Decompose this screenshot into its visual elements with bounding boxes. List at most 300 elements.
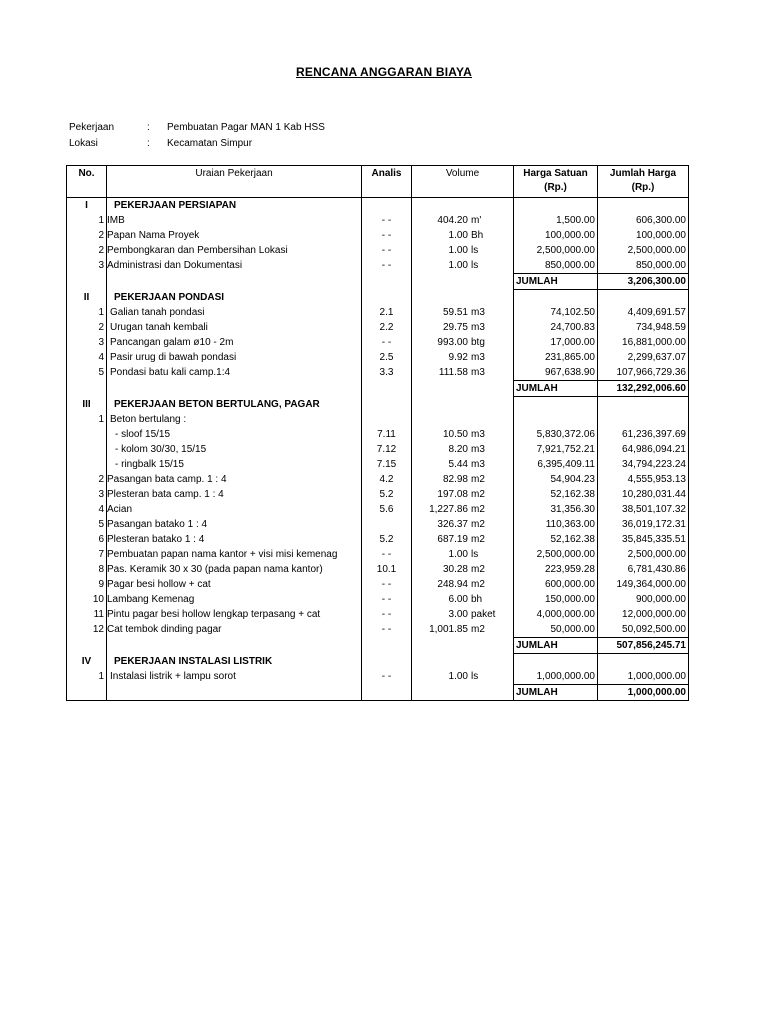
item-volume-cell	[412, 243, 514, 258]
table-row	[67, 213, 689, 228]
item-jumlah-harga: 35,845,335.51	[598, 532, 689, 547]
item-jumlah-harga: 2,299,637.07	[598, 350, 689, 365]
item-description: - sloof 15/15	[107, 427, 362, 442]
item-analis: - -	[362, 622, 412, 638]
empty-cell	[362, 290, 412, 306]
item-volume-unit: btg	[471, 337, 485, 348]
item-volume-value: 59.51	[442, 307, 468, 318]
item-volume-value: 1.00	[448, 230, 468, 241]
item-jumlah-harga: 107,966,729.36	[598, 365, 689, 381]
section-number: I	[67, 198, 107, 214]
table-row	[67, 622, 689, 638]
empty-cell	[412, 685, 514, 701]
item-volume	[412, 487, 513, 502]
item-analis: - -	[362, 607, 412, 622]
item-volume-value: 10.50	[442, 429, 468, 440]
item-number: 1	[67, 305, 107, 320]
item-volume-value: 404.20	[437, 215, 468, 226]
item-jumlah-harga: 10,280,031.44	[598, 487, 689, 502]
item-harga-satuan: 54,904.23	[514, 472, 598, 487]
item-jumlah-harga: 61,236,397.69	[598, 427, 689, 442]
item-harga-satuan: 24,700.83	[514, 320, 598, 335]
empty-cell	[67, 274, 107, 290]
total-row	[67, 274, 689, 290]
lokasi-label: Lokasi	[69, 138, 98, 149]
item-jumlah-harga: 850,000.00	[598, 258, 689, 274]
item-harga-satuan: 967,638.90	[514, 365, 598, 381]
table-row	[67, 562, 689, 577]
item-volume-unit: m2	[471, 519, 485, 530]
item-volume-cell	[412, 258, 514, 274]
item-analis: 2.2	[362, 320, 412, 335]
item-volume	[412, 258, 513, 273]
item-volume-unit: m3	[471, 459, 485, 470]
item-volume	[412, 547, 513, 562]
empty-cell	[412, 274, 514, 290]
item-harga-satuan	[514, 412, 598, 427]
item-volume-unit: m'	[471, 215, 482, 226]
item-jumlah-harga: 64,986,094.21	[598, 442, 689, 457]
total-value: 132,292,006.60	[598, 381, 689, 397]
item-jumlah-harga: 4,555,953.13	[598, 472, 689, 487]
item-volume	[412, 577, 513, 592]
total-label: JUMLAH	[514, 638, 598, 654]
item-description: Acian	[107, 502, 362, 517]
item-analis: 5.2	[362, 487, 412, 502]
item-analis: - -	[362, 228, 412, 243]
header-harga-satuan-unit: (Rp.)	[544, 182, 567, 193]
table-row	[67, 258, 689, 274]
empty-cell	[514, 397, 598, 413]
empty-cell	[362, 654, 412, 670]
item-volume-value: 111.58	[438, 367, 468, 379]
item-description: Instalasi listrik + lampu sorot	[107, 669, 362, 685]
item-volume-unit: bh	[471, 594, 483, 605]
empty-cell	[598, 290, 689, 306]
empty-cell	[514, 290, 598, 306]
item-volume-cell	[412, 228, 514, 243]
empty-cell	[598, 654, 689, 670]
item-number: 4	[67, 502, 107, 517]
table-row	[67, 592, 689, 607]
header-harga-satuan	[514, 166, 598, 198]
item-volume	[412, 228, 513, 243]
empty-cell	[67, 685, 107, 701]
item-volume-cell	[412, 669, 514, 685]
total-row	[67, 381, 689, 397]
item-jumlah-harga: 38,501,107.32	[598, 502, 689, 517]
item-harga-satuan: 52,162.38	[514, 487, 598, 502]
item-harga-satuan: 850,000.00	[514, 258, 598, 274]
lokasi-colon: :	[147, 138, 150, 149]
empty-cell	[598, 397, 689, 413]
item-description: Urugan tanah kembali	[107, 320, 362, 335]
item-volume-unit: Bh	[471, 230, 484, 241]
item-volume	[412, 517, 513, 532]
item-volume-unit: m2	[471, 624, 485, 636]
item-volume-unit: m2	[471, 534, 485, 545]
item-description: - kolom 30/30, 15/15	[107, 442, 362, 457]
item-volume-unit: m3	[471, 307, 485, 318]
item-harga-satuan: 150,000.00	[514, 592, 598, 607]
item-volume-cell	[412, 457, 514, 472]
table-row	[67, 547, 689, 562]
item-volume-unit: m3	[471, 322, 485, 333]
item-description: Pembuatan papan nama kantor + visi misi kemenag	[107, 547, 362, 562]
item-volume-cell	[412, 517, 514, 532]
item-description: Plesteran bata camp. 1 : 4	[107, 487, 362, 502]
item-description: Pasir urug di bawah pondasi	[107, 350, 362, 365]
item-number: 1	[67, 213, 107, 228]
item-volume	[412, 320, 513, 335]
table-row	[67, 502, 689, 517]
empty-cell	[412, 290, 514, 306]
item-number	[67, 442, 107, 457]
section-row	[67, 198, 689, 214]
item-volume-cell	[412, 365, 514, 381]
item-volume	[412, 305, 513, 320]
table-row	[67, 487, 689, 502]
item-harga-satuan: 110,363.00	[514, 517, 598, 532]
item-jumlah-harga: 606,300.00	[598, 213, 689, 228]
item-volume-value: 8.20	[448, 444, 468, 455]
item-jumlah-harga: 6,781,430.86	[598, 562, 689, 577]
total-value: 507,856,245.71	[598, 638, 689, 654]
item-number	[67, 457, 107, 472]
table-row	[67, 669, 689, 685]
item-volume-unit: m3	[471, 352, 485, 363]
item-volume-value: 1.00	[448, 245, 468, 256]
item-harga-satuan: 4,000,000.00	[514, 607, 598, 622]
item-harga-satuan: 1,000,000.00	[514, 669, 598, 685]
table-row	[67, 365, 689, 381]
item-number: 2	[67, 243, 107, 258]
item-description: Pas. Keramik 30 x 30 (pada papan nama kantor)	[107, 562, 362, 577]
item-volume-value: 1,001.85	[429, 624, 468, 636]
table-row	[67, 577, 689, 592]
item-harga-satuan: 223,959.28	[514, 562, 598, 577]
item-volume	[412, 532, 513, 547]
item-jumlah-harga: 2,500,000.00	[598, 547, 689, 562]
item-number: 5	[67, 517, 107, 532]
lokasi-value: Kecamatan Simpur	[167, 138, 253, 149]
item-description: Pancangan galam ø10 - 2m	[107, 335, 362, 350]
item-volume-value: 1.00	[448, 671, 468, 683]
item-volume-value: 197.08	[437, 489, 468, 500]
item-volume-value: 5.44	[448, 459, 468, 470]
item-description: - ringbalk 15/15	[107, 457, 362, 472]
item-volume-cell	[412, 592, 514, 607]
empty-cell	[362, 638, 412, 654]
item-harga-satuan: 231,865.00	[514, 350, 598, 365]
section-number: IV	[67, 654, 107, 670]
budget-table	[66, 165, 689, 701]
empty-cell	[107, 685, 362, 701]
item-number: 3	[67, 487, 107, 502]
item-analis: 7.11	[362, 427, 412, 442]
empty-cell	[67, 638, 107, 654]
item-analis: 7.12	[362, 442, 412, 457]
empty-cell	[362, 198, 412, 214]
item-analis: - -	[362, 258, 412, 274]
item-description: Pondasi batu kali camp.1:4	[107, 365, 362, 381]
item-volume-value: 1,227.86	[429, 504, 468, 515]
item-volume-cell	[412, 562, 514, 577]
item-volume-value: 9.92	[448, 352, 468, 363]
section-row	[67, 654, 689, 670]
item-volume-unit: m2	[471, 474, 485, 485]
total-label: JUMLAH	[514, 685, 598, 701]
item-description: Pembongkaran dan Pembersihan Lokasi	[107, 243, 362, 258]
empty-cell	[362, 381, 412, 397]
item-volume-cell	[412, 577, 514, 592]
empty-cell	[514, 198, 598, 214]
item-analis: - -	[362, 335, 412, 350]
item-volume-cell	[412, 532, 514, 547]
section-number: III	[67, 397, 107, 413]
item-volume-unit: ls	[471, 549, 479, 560]
item-harga-satuan: 1,500.00	[514, 213, 598, 228]
item-volume-value: 1.00	[448, 260, 468, 272]
item-volume-value: 1.00	[448, 549, 468, 560]
table-row	[67, 320, 689, 335]
empty-cell	[362, 274, 412, 290]
item-number: 9	[67, 577, 107, 592]
empty-cell	[67, 381, 107, 397]
item-number: 8	[67, 562, 107, 577]
item-harga-satuan: 52,162.38	[514, 532, 598, 547]
item-jumlah-harga: 50,092,500.00	[598, 622, 689, 638]
item-description: Pasangan bata camp. 1 : 4	[107, 472, 362, 487]
item-harga-satuan: 17,000.00	[514, 335, 598, 350]
item-volume	[412, 502, 513, 517]
item-volume-value: 248.94	[437, 579, 468, 590]
item-analis: - -	[362, 213, 412, 228]
empty-cell	[598, 198, 689, 214]
item-volume	[412, 427, 513, 442]
item-volume	[412, 365, 513, 380]
item-volume-cell	[412, 472, 514, 487]
item-volume-unit: m2	[471, 489, 485, 500]
item-number: 6	[67, 532, 107, 547]
item-volume-unit: paket	[471, 609, 496, 620]
item-volume-value: 687.19	[437, 534, 468, 545]
item-volume	[412, 472, 513, 487]
section-title: PEKERJAAN BETON BERTULANG, PAGAR	[107, 397, 362, 413]
item-analis: - -	[362, 243, 412, 258]
section-title: PEKERJAAN PERSIAPAN	[107, 198, 362, 214]
item-number: 2	[67, 472, 107, 487]
total-label: JUMLAH	[514, 274, 598, 290]
table-row	[67, 412, 689, 427]
item-jumlah-harga: 12,000,000.00	[598, 607, 689, 622]
item-harga-satuan: 600,000.00	[514, 577, 598, 592]
table-row	[67, 335, 689, 350]
table-row	[67, 517, 689, 532]
item-analis: - -	[362, 592, 412, 607]
item-harga-satuan: 7,921,752.21	[514, 442, 598, 457]
item-harga-satuan: 100,000.00	[514, 228, 598, 243]
item-jumlah-harga: 900,000.00	[598, 592, 689, 607]
item-description: Beton bertulang :	[107, 412, 362, 427]
item-analis: 3.3	[362, 365, 412, 381]
item-volume-unit: m2	[471, 504, 485, 515]
section-row	[67, 290, 689, 306]
item-description: IMB	[107, 213, 362, 228]
item-description: Plesteran batako 1 : 4	[107, 532, 362, 547]
item-jumlah-harga: 4,409,691.57	[598, 305, 689, 320]
item-volume-value: 6.00	[448, 594, 468, 605]
item-volume	[412, 607, 513, 622]
item-volume	[412, 562, 513, 577]
item-volume-cell	[412, 320, 514, 335]
item-harga-satuan: 31,356.30	[514, 502, 598, 517]
item-volume	[412, 243, 513, 258]
item-analis	[362, 412, 412, 427]
table-row	[67, 457, 689, 472]
item-volume-value: 30.28	[442, 564, 468, 575]
table-row	[67, 350, 689, 365]
item-jumlah-harga: 734,948.59	[598, 320, 689, 335]
item-volume	[412, 457, 513, 472]
section-number: II	[67, 290, 107, 306]
pekerjaan-colon: :	[147, 122, 150, 133]
item-number: 10	[67, 592, 107, 607]
item-description: Pintu pagar besi hollow lengkap terpasang + cat	[107, 607, 362, 622]
item-harga-satuan: 74,102.50	[514, 305, 598, 320]
empty-cell	[362, 685, 412, 701]
item-volume	[412, 592, 513, 607]
total-row	[67, 638, 689, 654]
item-number: 5	[67, 365, 107, 381]
empty-cell	[412, 397, 514, 413]
item-analis: - -	[362, 669, 412, 685]
empty-cell	[107, 638, 362, 654]
item-description: Galian tanah pondasi	[107, 305, 362, 320]
item-analis: 2.5	[362, 350, 412, 365]
item-volume-cell	[412, 335, 514, 350]
item-analis: 7.15	[362, 457, 412, 472]
item-jumlah-harga: 100,000.00	[598, 228, 689, 243]
empty-cell	[412, 654, 514, 670]
item-number: 1	[67, 412, 107, 427]
item-analis: 5.2	[362, 532, 412, 547]
item-harga-satuan: 50,000.00	[514, 622, 598, 638]
header-volume: Volume	[412, 166, 514, 198]
item-jumlah-harga	[598, 412, 689, 427]
item-volume-cell	[412, 442, 514, 457]
total-value: 3,206,300.00	[598, 274, 689, 290]
item-volume	[412, 669, 513, 684]
item-volume	[412, 350, 513, 365]
item-jumlah-harga: 36,019,172.31	[598, 517, 689, 532]
item-number: 7	[67, 547, 107, 562]
item-volume-value: 82.98	[442, 474, 468, 485]
empty-cell	[412, 638, 514, 654]
header-jumlah-harga-label: Jumlah Harga	[609, 168, 677, 179]
empty-cell	[107, 381, 362, 397]
item-volume-value: 3.00	[448, 609, 468, 620]
item-volume-unit: m3	[471, 429, 485, 440]
item-harga-satuan: 6,395,409.11	[514, 457, 598, 472]
item-analis: 2.1	[362, 305, 412, 320]
table-row	[67, 427, 689, 442]
section-title: PEKERJAAN INSTALASI LISTRIK	[107, 654, 362, 670]
item-jumlah-harga: 2,500,000.00	[598, 243, 689, 258]
item-jumlah-harga: 16,881,000.00	[598, 335, 689, 350]
item-description: Lambang Kemenag	[107, 592, 362, 607]
item-volume-cell	[412, 502, 514, 517]
item-volume-cell	[412, 607, 514, 622]
item-analis: - -	[362, 577, 412, 592]
item-volume	[412, 442, 513, 457]
table-row	[67, 228, 689, 243]
table-row	[67, 472, 689, 487]
item-number: 11	[67, 607, 107, 622]
section-row	[67, 397, 689, 413]
item-jumlah-harga: 34,794,223.24	[598, 457, 689, 472]
item-volume	[412, 335, 513, 350]
item-volume-cell	[412, 305, 514, 320]
item-analis	[362, 517, 412, 532]
item-number: 12	[67, 622, 107, 638]
item-number: 2	[67, 320, 107, 335]
item-volume-value: 29.75	[442, 322, 468, 333]
item-volume	[412, 622, 513, 637]
empty-cell	[412, 198, 514, 214]
item-volume-cell	[412, 622, 514, 638]
header-analis: Analis	[362, 166, 412, 198]
item-number: 4	[67, 350, 107, 365]
item-volume-cell	[412, 213, 514, 228]
item-volume-unit: m2	[471, 579, 485, 590]
item-volume-unit: m3	[471, 367, 485, 379]
item-description: Administrasi dan Dokumentasi	[107, 258, 362, 274]
item-jumlah-harga: 149,364,000.00	[598, 577, 689, 592]
item-harga-satuan: 2,500,000.00	[514, 243, 598, 258]
item-number	[67, 427, 107, 442]
section-title: PEKERJAAN PONDASI	[107, 290, 362, 306]
item-analis: 5.6	[362, 502, 412, 517]
item-volume-unit: ls	[471, 260, 479, 272]
pekerjaan-label: Pekerjaan	[69, 122, 115, 133]
item-number: 2	[67, 228, 107, 243]
item-description: Pasangan batako 1 : 4	[107, 517, 362, 532]
item-volume-unit: m3	[471, 444, 485, 455]
item-description: Pagar besi hollow + cat	[107, 577, 362, 592]
item-harga-satuan: 2,500,000.00	[514, 547, 598, 562]
empty-cell	[362, 397, 412, 413]
item-volume-value: 993.00	[437, 337, 468, 348]
item-volume-cell	[412, 547, 514, 562]
item-volume-unit: m2	[471, 564, 485, 575]
table-row	[67, 243, 689, 258]
item-volume-cell	[412, 487, 514, 502]
header-jumlah-harga-unit: (Rp.)	[631, 182, 655, 193]
pekerjaan-value: Pembuatan Pagar MAN 1 Kab HSS	[167, 122, 325, 133]
item-number: 1	[67, 669, 107, 685]
header-jumlah-harga	[598, 166, 689, 198]
table-row	[67, 607, 689, 622]
total-row	[67, 685, 689, 701]
table-header	[67, 166, 689, 198]
table-row	[67, 305, 689, 320]
item-volume-value: 326.37	[437, 519, 468, 530]
item-jumlah-harga: 1,000,000.00	[598, 669, 689, 685]
empty-cell	[514, 654, 598, 670]
item-description: Cat tembok dinding pagar	[107, 622, 362, 638]
page-title: RENCANA ANGGARAN BIAYA	[296, 65, 472, 79]
